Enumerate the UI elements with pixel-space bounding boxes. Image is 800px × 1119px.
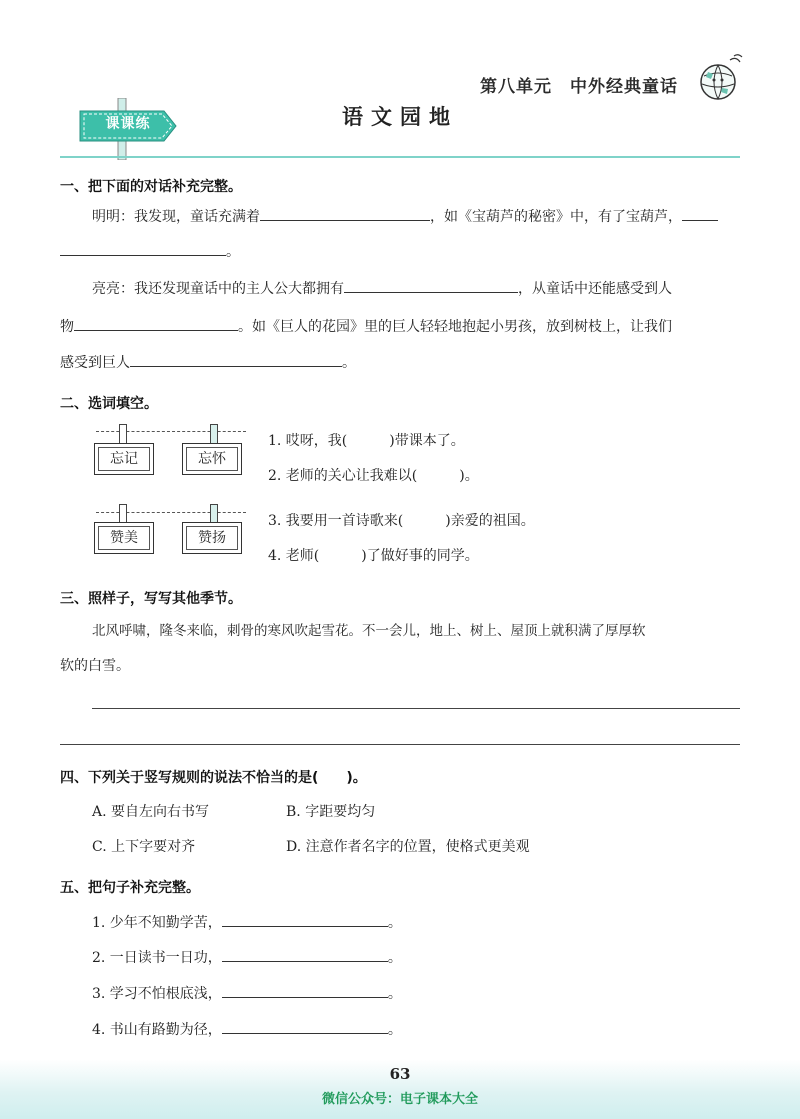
blank[interactable] [60,241,226,256]
globe-reading-icon [694,52,746,108]
blank[interactable] [130,352,342,367]
sec5-item-2 [92,947,402,967]
blank[interactable] [74,316,238,331]
banner-label: 课课练 [105,116,151,132]
sec1-line-2 [60,241,240,261]
blank[interactable] [222,912,388,927]
sec1-line-4 [60,316,672,336]
sec1-mingming-b: ，如《宝葫芦的秘密》中，有了宝葫芦， [430,209,682,225]
sec4-option-d[interactable]: D. 注意作者名字的位置，使格式更美观 [286,839,530,855]
sec1-line-3 [92,278,672,298]
answer-line[interactable] [92,708,740,709]
word-choice-zanmei: 赞美 [94,522,154,554]
sec5-item-3 [92,983,402,1003]
section-4-heading: 四、下列关于竖写规则的说法不恰当的是( )。 [60,770,367,786]
sec5-period: 。 [387,986,402,1002]
section-3-heading: 三、照样子，写写其他季节。 [60,591,242,607]
word-choice-wanghuai: 忘怀 [182,443,242,475]
sec1-liangliang-a: 亮亮：我还发现童话中的主人公大都拥有 [92,281,344,297]
sec2-item-1: 1. 哎呀，我( )带课本了。 [268,433,465,449]
answer-line[interactable] [60,744,740,745]
sec1-line-5 [60,352,356,372]
sec3-example-line-2: 软的白雪。 [60,658,130,674]
page-number: 63 [389,1065,411,1083]
sec5-period: 。 [387,950,402,966]
sec3-example-line-1: 北风呼啸，隆冬来临，刺骨的寒风吹起雪花。不一会儿，地上、树上、屋顶上就积满了厚厚软 [92,623,646,639]
section-1-heading: 一、把下面的对话补充完整。 [60,179,242,195]
sec1-period: 。 [342,355,356,371]
blank[interactable] [222,1019,388,1034]
page-title: 语文园地 [342,104,458,129]
unit-header [480,72,678,97]
sec5-item-text: 2. 一日读书一日功， [92,950,222,966]
sign-post [119,504,127,524]
title-divider [60,156,740,158]
sec5-period: 。 [387,1022,402,1038]
sec1-line4-a: 感受到巨人 [60,355,130,371]
sec1-line3-b: 。如《巨人的花园》里的巨人轻轻地抱起小男孩，放到树枝上，让我们 [238,319,672,335]
blank[interactable] [344,278,518,293]
sec5-item-text: 3. 学习不怕根底浅， [92,986,222,1002]
sec1-period: 。 [226,244,240,260]
word-choice-zanyang: 赞扬 [182,522,242,554]
sec4-option-a[interactable]: A. 要自左向右书写 [92,804,210,820]
sec1-line-1 [92,206,718,226]
sec5-period: 。 [387,915,402,931]
sec5-item-text: 4. 书山有路勤为径， [92,1022,222,1038]
sign-post [119,424,127,444]
sec2-item-4: 4. 老师( )了做好事的同学。 [268,548,479,564]
sec5-item-text: 1. 少年不知勤学苦， [92,915,222,931]
section-5-heading: 五、把句子补充完整。 [60,880,200,896]
blank[interactable] [260,206,430,221]
sec2-item-3: 3. 我要用一首诗歌来( )亲爱的祖国。 [268,513,535,529]
sec1-liangliang-b: ，从童话中还能感受到人 [518,281,672,297]
wechat-watermark: 微信公众号：电子课本大全 [321,1092,478,1107]
sec2-item-2: 2. 老师的关心让我难以( )。 [268,468,479,484]
word-choice-wangji: 忘记 [94,443,154,475]
sec1-line3-a: 物 [60,319,74,335]
sec5-item-1 [92,912,402,932]
sec1-mingming-a: 明明：我发现，童话充满着 [92,209,260,225]
sign-post [210,424,218,444]
sec5-item-4 [92,1019,402,1039]
blank[interactable] [682,206,718,221]
unit-number: 第八单元 [480,77,552,97]
blank[interactable] [222,947,388,962]
blank[interactable] [222,983,388,998]
sign-post [210,504,218,524]
section-2-heading: 二、选词填空。 [60,396,158,412]
sec4-option-c[interactable]: C. 上下字要对齐 [92,839,196,855]
unit-title: 中外经典童话 [570,77,678,97]
sec4-option-b[interactable]: B. 字距要均匀 [286,804,376,820]
